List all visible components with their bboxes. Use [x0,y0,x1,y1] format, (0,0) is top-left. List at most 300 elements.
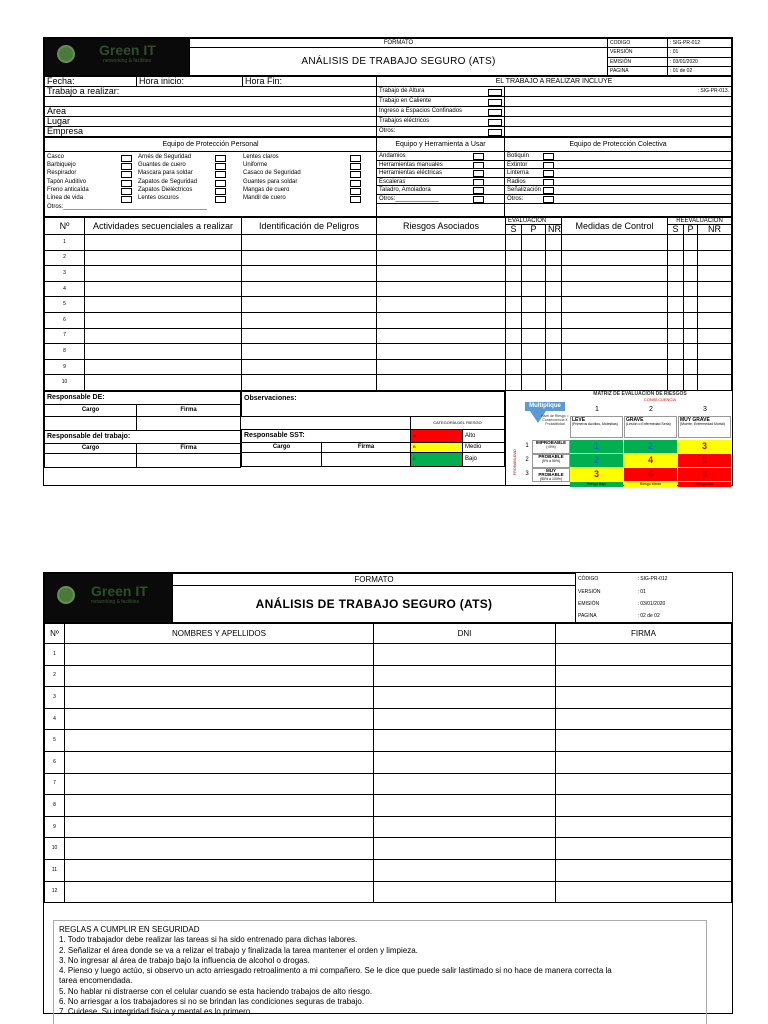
list-item[interactable] [505,186,731,195]
trabajo-realizar-field[interactable]: Trabajo a realizar: [45,87,377,97]
table-row [45,266,732,282]
table-cell[interactable] [698,235,732,251]
meta-value: : 01 [668,48,732,58]
epp-title: Equipo de Protección Personal [45,138,377,152]
table-cell[interactable] [374,644,556,666]
table-row [45,281,732,297]
epp-item[interactable] [138,162,186,168]
checkbox[interactable] [350,155,361,162]
epp-item[interactable] [138,195,179,201]
list-item[interactable] [377,178,504,187]
checkbox[interactable] [488,89,502,96]
col-n: Nº [45,624,65,644]
table-cell[interactable] [85,266,242,282]
table-cell[interactable] [242,266,377,282]
table-cell[interactable] [374,838,556,860]
table-cell[interactable] [522,281,546,297]
list-item[interactable] [377,186,504,195]
equipment-section [44,137,732,217]
table-cell[interactable] [684,328,698,344]
probability-number: 1 [525,442,529,449]
table-cell[interactable] [556,859,732,881]
table-cell[interactable] [506,375,522,391]
table-cell[interactable] [506,297,522,313]
table-cell[interactable] [374,773,556,795]
signatures-table [44,623,732,903]
epp-item-label: Uniforme [243,162,268,169]
table-cell[interactable] [546,359,562,375]
probability-name: IMPROBABLE [535,439,567,445]
logo-tagline: networking & facilities [91,599,140,605]
epp-otros[interactable]: Otros:___________________________________________ [47,204,207,210]
table-cell[interactable] [374,687,556,709]
list-item[interactable] [505,195,731,204]
table-cell[interactable] [556,881,732,903]
list-item-label: Linterna [507,170,529,177]
work-type-otros[interactable]: Otros: [377,127,505,137]
epp-item[interactable] [243,187,289,193]
trabajo-realizar-blank[interactable] [45,97,377,107]
checkbox[interactable] [350,163,361,170]
checkbox[interactable] [543,179,554,186]
table-cell[interactable] [562,250,668,266]
table-cell[interactable] [374,708,556,730]
checkbox[interactable] [473,162,484,169]
table-cell[interactable] [506,235,522,251]
table-cell[interactable] [698,344,732,360]
checkbox[interactable] [543,170,554,177]
table-cell[interactable] [556,795,732,817]
table-cell[interactable] [668,297,684,313]
table-cell[interactable] [698,266,732,282]
firma-input[interactable] [137,453,241,467]
table-cell[interactable] [698,375,732,391]
severity-desc: (Muerte, Enfermedad Mortal) [680,421,725,426]
firma-label: Firma [137,443,241,453]
table-cell[interactable] [374,881,556,903]
table-cell[interactable] [374,730,556,752]
epp-item[interactable] [243,170,301,176]
table-cell[interactable] [562,297,668,313]
cargo-label: Cargo [242,442,322,452]
table-cell[interactable] [506,250,522,266]
epp-item-label: Zapatos de Seguridad [138,178,198,185]
table-row [45,250,732,266]
code-repeat: : SIG-PR-013. [505,87,732,97]
epp-item[interactable] [47,170,76,176]
legend-item: Riesgo Bajo [570,482,623,487]
table-row [45,773,732,795]
table-row [45,665,732,687]
table-cell[interactable] [546,375,562,391]
table-cell[interactable] [546,344,562,360]
area-field[interactable]: Area [45,107,377,117]
list-item[interactable] [377,169,504,178]
epp-item[interactable] [47,162,76,168]
table-cell[interactable] [377,359,506,375]
table-cell[interactable] [562,359,668,375]
matrix-cell: 2 [624,440,677,453]
list-item[interactable] [377,195,504,204]
table-cell[interactable] [65,859,374,881]
checkbox[interactable] [543,196,554,203]
row-number: 10 [45,375,85,391]
cargo-input[interactable] [45,453,137,467]
general-info [44,76,732,137]
table-cell[interactable] [668,359,684,375]
row-number: 5 [45,730,65,752]
rule-item: 2. Señalizar el área donde se va a relizar el trabajo y finalizada la tarea mantener el orden y limpieza. [59,945,418,955]
table-cell[interactable] [546,328,562,344]
list-item[interactable] [377,161,504,170]
table-cell[interactable] [562,328,668,344]
table-cell[interactable] [85,359,242,375]
table-cell[interactable] [85,297,242,313]
table-cell[interactable] [698,297,732,313]
probability-label [532,454,570,468]
table-cell[interactable] [668,281,684,297]
table-cell[interactable] [546,297,562,313]
matrix-cell: 1 [570,440,623,453]
table-cell[interactable] [374,859,556,881]
table-cell[interactable] [85,344,242,360]
company-logo [45,574,173,623]
table-cell[interactable] [668,375,684,391]
table-cell[interactable] [684,281,698,297]
categoria-riesgo: CATEGORÍA DEL RIESGO [411,416,505,429]
probability-desc: (55% a 100%) [539,476,563,481]
table-cell[interactable] [377,375,506,391]
checkbox[interactable] [350,188,361,195]
row-number: 1 [45,644,65,666]
hora-inicio-field[interactable]: Hora inicio: [137,77,243,87]
table-cell[interactable] [562,312,668,328]
table-cell[interactable] [65,795,374,817]
epp-item-label: Guantes para soldar [243,178,298,185]
table-row [45,730,732,752]
table-cell[interactable] [562,281,668,297]
epp-item[interactable] [243,195,286,201]
checkbox[interactable] [488,119,502,126]
table-cell[interactable] [556,816,732,838]
epp-item[interactable] [138,187,192,193]
table-cell[interactable] [65,816,374,838]
table-cell[interactable] [684,250,698,266]
checkbox[interactable] [488,99,502,106]
table-cell[interactable] [65,773,374,795]
checkbox[interactable] [543,187,554,194]
legend-item: Riesgo Medio [624,482,677,487]
table-cell[interactable] [546,281,562,297]
meta-label: EMISIÓN [576,599,636,611]
row-number: 3 [45,266,85,282]
row-number: 8 [45,795,65,817]
table-cell[interactable] [668,328,684,344]
table-cell[interactable] [85,235,242,251]
table-cell[interactable] [556,687,732,709]
checkbox[interactable] [473,179,484,186]
epp-item[interactable] [243,179,297,185]
table-cell[interactable] [506,328,522,344]
table-cell[interactable] [684,344,698,360]
table-cell[interactable] [377,328,506,344]
epp-item-label: Mandil de cuero [243,195,286,201]
table-cell[interactable] [684,312,698,328]
checkbox[interactable] [121,171,132,178]
page1-header [44,38,732,76]
table-cell[interactable] [684,297,698,313]
checkbox[interactable] [473,196,484,203]
table-cell[interactable] [522,328,546,344]
table-cell[interactable] [506,312,522,328]
epp-item-label: Mascara para soldar [138,170,193,177]
epp-item-label: Lentes oscuros [138,195,179,201]
table-cell[interactable] [85,250,242,266]
table-cell[interactable] [668,266,684,282]
table-cell[interactable] [562,375,668,391]
table-cell[interactable] [242,359,377,375]
table-row [45,644,732,666]
table-cell[interactable] [698,328,732,344]
table-cell[interactable] [562,266,668,282]
table-cell[interactable] [242,312,377,328]
list-item[interactable] [505,178,731,187]
epp-item[interactable] [47,195,83,201]
table-cell[interactable] [85,375,242,391]
severity-number: 2 [649,405,653,413]
table-cell[interactable] [85,281,242,297]
table-cell[interactable] [85,312,242,328]
table-cell[interactable] [556,644,732,666]
table-cell[interactable] [377,266,506,282]
responsable-de: Responsable DE: [45,391,241,404]
work-type-confinados[interactable]: Ingreso a Espacios Confinados [377,107,505,117]
row-number: 6 [45,751,65,773]
table-cell[interactable] [562,235,668,251]
table-cell[interactable] [546,312,562,328]
list-item-label: Herramientas eléctricas [379,170,443,177]
firma-input[interactable] [137,416,241,430]
table-row [45,838,732,860]
table-row [45,375,732,391]
checkbox[interactable] [121,155,132,162]
epp-item[interactable] [243,154,279,160]
table-cell[interactable] [374,665,556,687]
checkbox[interactable] [215,163,226,170]
table-cell[interactable] [65,687,374,709]
epp-item-label: Casaco de Seguridad [243,170,301,177]
list-item[interactable] [377,152,504,161]
list-item[interactable] [505,169,731,178]
row-number: 3 [45,687,65,709]
work-type-electricos[interactable]: Trabajos eléctricos [377,117,505,127]
table-cell[interactable] [556,773,732,795]
observaciones[interactable]: Observaciones: [242,391,505,416]
table-cell[interactable] [522,297,546,313]
table-cell[interactable] [506,266,522,282]
matrix-cell: 3 [570,468,623,481]
table-cell[interactable] [377,297,506,313]
form-title: ANÁLISIS DE TRABAJO SEGURO (ATS) [173,586,576,623]
table-cell[interactable] [506,344,522,360]
checkbox[interactable] [215,196,226,203]
work-type-altura[interactable]: Trabajo de Altura [377,87,505,97]
empresa-field[interactable]: Empresa [45,127,377,137]
row-number: 7 [45,328,85,344]
severity-name: GRAVE [626,416,644,423]
table-cell[interactable] [684,359,698,375]
table-cell[interactable] [377,235,506,251]
list-item-label: Extintor [507,161,528,168]
table-cell[interactable] [65,751,374,773]
table-cell[interactable] [374,816,556,838]
table-cell[interactable] [522,359,546,375]
table-cell[interactable] [698,281,732,297]
table-cell[interactable] [522,235,546,251]
matrix-title: MATRIZ DE EVALUACIÓN DE RIESGOS [593,390,687,397]
table-cell[interactable] [684,266,698,282]
checkbox[interactable] [543,162,554,169]
checkbox[interactable] [473,170,484,177]
table-cell[interactable] [242,281,377,297]
table-cell[interactable] [698,359,732,375]
table-cell[interactable] [556,730,732,752]
checkbox[interactable] [215,180,226,187]
table-cell[interactable] [556,838,732,860]
table-cell[interactable] [556,708,732,730]
table-cell[interactable] [668,344,684,360]
checkbox[interactable] [121,196,132,203]
cargo-input[interactable] [45,416,137,430]
lugar-field[interactable]: Lugar [45,117,377,127]
table-cell[interactable] [377,250,506,266]
fecha-field[interactable]: Fecha: [45,77,137,87]
work-type-caliente[interactable]: Trabajo en Caliente [377,97,505,107]
epp-item[interactable] [138,179,197,185]
responsable-trabajo: Responsable del trabajo: [45,430,241,443]
table-cell[interactable] [556,751,732,773]
table-cell[interactable] [242,344,377,360]
table-cell[interactable] [242,235,377,251]
table-cell[interactable] [377,344,506,360]
table-cell[interactable] [556,665,732,687]
checkbox[interactable] [473,187,484,194]
table-cell[interactable] [546,250,562,266]
epp-item-label: Zapatos Dieléctricos [138,186,193,193]
epp-item[interactable] [138,154,191,160]
meta-label: VERSIÓN [608,48,668,58]
table-cell[interactable] [522,250,546,266]
epp-item-label: Mangas de cuero [243,186,290,193]
table-cell[interactable] [65,730,374,752]
table-row [45,795,732,817]
table-cell[interactable] [562,344,668,360]
severity-name: MUY GRAVE [680,416,710,423]
table-cell[interactable] [242,250,377,266]
epp-item[interactable] [243,162,267,168]
hora-fin-field[interactable]: Hora Fin: [243,77,377,87]
checkbox[interactable] [215,188,226,195]
list-item[interactable] [505,152,731,161]
table-cell[interactable] [506,359,522,375]
table-cell[interactable] [668,312,684,328]
list-item-label: Otros: [507,195,524,202]
checkbox[interactable] [215,155,226,162]
probability-number: 2 [525,456,529,463]
checkbox[interactable] [121,180,132,187]
col-firma: FIRMA [556,624,732,644]
table-cell[interactable] [546,235,562,251]
checkbox[interactable] [350,180,361,187]
table-cell[interactable] [522,266,546,282]
table-cell[interactable] [684,235,698,251]
checkbox[interactable] [488,129,502,136]
col-nr: NR [546,225,562,235]
table-cell[interactable] [374,751,556,773]
table-cell[interactable] [377,312,506,328]
table-cell[interactable] [522,312,546,328]
table-cell[interactable] [698,250,732,266]
checkbox[interactable] [121,188,132,195]
cat-a-color: A [411,429,463,442]
checkbox[interactable] [488,109,502,116]
table-cell[interactable] [377,281,506,297]
checkbox[interactable] [543,153,554,160]
table-cell[interactable] [374,795,556,817]
checkbox[interactable] [473,153,484,160]
meta-value: : 02 de 02 [636,611,733,623]
table-cell[interactable] [668,250,684,266]
meta-label: PAGINA [576,611,636,623]
cat-a-label: Alto [463,429,505,442]
checkbox[interactable] [121,163,132,170]
table-cell[interactable] [242,328,377,344]
table-cell[interactable] [65,665,374,687]
epp-item[interactable] [138,170,193,176]
matrix-cell: 9 [678,468,731,481]
table-cell[interactable] [522,375,546,391]
table-cell[interactable] [65,644,374,666]
bottom-section [44,391,732,485]
firma-input[interactable] [322,452,411,466]
checkbox[interactable] [350,171,361,178]
legend-item: Riesgo Alto [678,482,731,487]
table-cell[interactable] [684,375,698,391]
observaciones-block [241,391,505,467]
table-cell[interactable] [65,881,374,903]
table-cell[interactable] [522,344,546,360]
table-cell[interactable] [65,838,374,860]
epp-item[interactable] [47,154,64,160]
checkbox[interactable] [350,196,361,203]
table-cell[interactable] [506,281,522,297]
checkbox[interactable] [215,171,226,178]
col-s: S [506,225,522,235]
epp-item[interactable] [47,187,89,193]
table-cell[interactable] [242,375,377,391]
epp-item-label: Casco [47,154,65,160]
list-item[interactable] [505,161,731,170]
table-cell[interactable] [546,266,562,282]
cargo-input[interactable] [242,452,322,466]
meta-value: : SIG-PR-012 [668,39,732,48]
table-cell[interactable] [668,235,684,251]
table-cell[interactable] [65,708,374,730]
table-cell[interactable] [698,312,732,328]
table-cell[interactable] [85,328,242,344]
table-cell[interactable] [242,297,377,313]
epp-item[interactable] [47,179,86,185]
